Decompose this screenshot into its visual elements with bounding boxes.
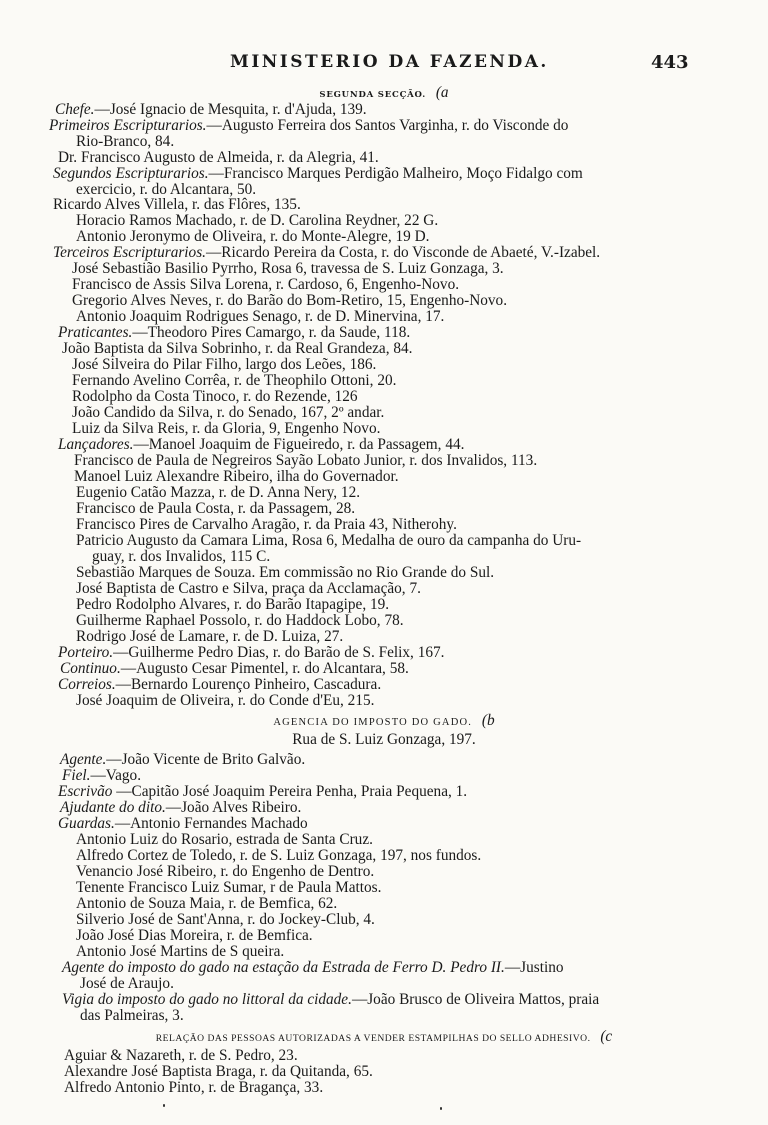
list-item: Guilherme Raphael Possolo, r. do Haddock Lobo, 78. xyxy=(76,612,404,629)
list-item: Rodrigo José de Lamare, r. de D. Luiza, 27. xyxy=(76,628,344,645)
list-item: Correios.—Bernardo Lourenço Pinheiro, Cascadura. xyxy=(58,676,382,693)
list-item: Aguiar & Nazareth, r. de S. Pedro, 23. xyxy=(64,1047,298,1064)
list-item: Vigia do imposto do gado no littoral da cidade.—João Brusco de Oliveira Mattos, praia xyxy=(62,991,600,1008)
footnote-mark-a: (a xyxy=(435,84,449,101)
list-item: Agente.—João Vicente de Brito Galvão. xyxy=(60,751,306,768)
list-item: José Baptista de Castro e Silva, praça da Acclamação, 7. xyxy=(76,580,421,597)
list-item: Guardas.—Antonio Fernandes Machado xyxy=(58,815,308,832)
list-item: Segundos Escripturarios.—Francisco Marques Perdigão Malheiro, Moço Fidalgo com xyxy=(53,165,583,182)
list-item: João Baptista da Silva Sobrinho, r. da Real Grandeza, 84. xyxy=(62,340,413,357)
list-item: Manoel Luiz Alexandre Ribeiro, ilha do Governador. xyxy=(74,468,399,485)
list-item: Praticantes.—Theodoro Pires Camargo, r. da Saude, 118. xyxy=(58,324,411,341)
list-item: José de Araujo. xyxy=(80,975,174,992)
list-item: João José Dias Moreira, r. de Bemfica. xyxy=(76,927,313,944)
section-heading-text: SEGUNDA SECÇÃO. xyxy=(319,90,426,100)
agency-address: Rua de S. Luiz Gonzaga, 197. xyxy=(292,731,476,748)
list-item: Escrivão —Capitão José Joaquim Pereira Penha, Praia Pequena, 1. xyxy=(58,783,468,800)
print-speck xyxy=(440,1107,442,1110)
agency-heading xyxy=(0,713,768,731)
list-item: Gregorio Alves Neves, r. do Barão do Bom-Retiro, 15, Engenho-Novo. xyxy=(72,292,508,309)
list-item: Pedro Rodolpho Alvares, r. do Barão Itapagipe, 19. xyxy=(76,596,390,613)
list-item: Continuo.—Augusto Cesar Pimentel, r. do Alcantara, 58. xyxy=(60,660,409,677)
list-item: José Joaquim de Oliveira, r. do Conde d'Eu, 215. xyxy=(76,692,375,709)
list-item: Antonio José Martins de S queira. xyxy=(76,943,285,960)
list-item: guay, r. dos Invalidos, 115 C. xyxy=(92,548,271,565)
list-item: Antonio Jeronymo de Oliveira, r. do Monte-Alegre, 19 D. xyxy=(76,228,430,245)
list-item: Eugenio Catão Mazza, r. de D. Anna Nery, 12. xyxy=(76,484,361,501)
list-item: Lançadores.—Manoel Joaquim de Figueiredo, r. da Passagem, 44. xyxy=(58,436,465,453)
footnote-mark-b: (b xyxy=(481,712,495,729)
list-item: Sebastião Marques de Souza. Em commissão no Rio Grande do Sul. xyxy=(76,564,495,581)
list-item: Ajudante do dito.—João Alves Ribeiro. xyxy=(60,799,302,816)
agency-heading-text: AGENCIA DO IMPOSTO DO GADO. xyxy=(273,717,473,728)
list-item: Silverio José de Sant'Anna, r. do Jockey-Club, 4. xyxy=(76,911,375,928)
list-item: Francisco de Paula Costa, r. da Passagem, 28. xyxy=(76,500,356,517)
list-item: Luiz da Silva Reis, r. da Gloria, 9, Engenho Novo. xyxy=(72,420,381,437)
list-item: Dr. Francisco Augusto de Almeida, r. da Alegria, 41. xyxy=(58,149,379,166)
footnote-mark-c: (c xyxy=(600,1028,613,1045)
list-item: Terceiros Escripturarios.—Ricardo Pereira da Costa, r. do Visconde de Abaeté, V.-Izabel. xyxy=(53,244,601,261)
list-item: Porteiro.—Guilherme Pedro Dias, r. do Barão de S. Felix, 167. xyxy=(58,644,445,661)
list-item: João Candido da Silva, r. do Senado, 167, 2º andar. xyxy=(72,404,385,421)
list-item: Alexandre José Baptista Braga, r. da Quitanda, 65. xyxy=(64,1063,373,1080)
list-item: José Sebastião Basilio Pyrrho, Rosa 6, travessa de S. Luiz Gonzaga, 3. xyxy=(72,260,504,277)
list-item: Antonio Luiz do Rosario, estrada de Santa Cruz. xyxy=(76,831,373,848)
list-item: das Palmeiras, 3. xyxy=(80,1007,184,1024)
running-title: MINISTERIO DA FAZENDA. xyxy=(230,52,549,72)
list-item: Ricardo Alves Villela, r. das Flôres, 135. xyxy=(53,196,301,213)
list-item: Agente do imposto do gado na estação da Estrada de Ferro D. Pedro II.—Justino xyxy=(62,959,564,976)
list-item: exercicio, r. do Alcantara, 50. xyxy=(76,181,257,198)
list-item: Alfredo Antonio Pinto, r. de Bragança, 33. xyxy=(64,1079,324,1096)
list-item: Francisco de Paula de Negreiros Sayão Lobato Junior, r. dos Invalidos, 113. xyxy=(74,452,538,469)
list-item: Tenente Francisco Luiz Sumar, r de Paula Mattos. xyxy=(76,879,382,896)
stamp-heading xyxy=(0,1029,768,1047)
list-item: Horacio Ramos Machado, r. de D. Carolina Reydner, 22 G. xyxy=(76,212,439,229)
list-item: Fiel.—Vago. xyxy=(62,767,142,784)
page-header xyxy=(0,52,768,78)
list-item: Venancio José Ribeiro, r. do Engenho de Dentro. xyxy=(76,863,375,880)
page-number: 443 xyxy=(651,52,689,73)
print-speck xyxy=(163,1104,165,1107)
list-item: Antonio de Souza Maia, r. de Bemfica, 62. xyxy=(76,895,338,912)
list-item: Francisco de Assis Silva Lorena, r. Cardoso, 6, Engenho-Novo. xyxy=(72,276,460,293)
list-item: Rio-Branco, 84. xyxy=(76,133,175,150)
list-item: Rodolpho da Costa Tinoco, r. do Rezende, 126 xyxy=(72,388,358,405)
list-item: Chefe.—José Ignacio de Mesquita, r. d'Ajuda, 139. xyxy=(55,101,367,118)
list-item: Fernando Avelino Corrêa, r. de Theophilo Ottoni, 20. xyxy=(72,372,397,389)
list-item: José Silveira do Pilar Filho, largo dos Leões, 186. xyxy=(72,356,377,373)
list-item: Alfredo Cortez de Toledo, r. de S. Luiz Gonzaga, 197, nos fundos. xyxy=(76,847,482,864)
stamp-heading-text: RELAÇÃO DAS PESSOAS AUTORIZADAS A VENDER ESTAMPILHAS DO SELLO ADHESIVO. xyxy=(155,1033,591,1044)
list-item: Primeiros Escripturarios.—Augusto Ferreira dos Santos Varginha, r. do Visconde do xyxy=(49,117,569,134)
list-item: Antonio Joaquim Rodrigues Senago, r. de D. Minervina, 17. xyxy=(76,308,445,325)
list-item: Francisco Pires de Carvalho Aragão, r. da Praia 43, Nitherohy. xyxy=(76,516,457,533)
list-item: Patricio Augusto da Camara Lima, Rosa 6, Medalha de ouro da campanha do Uru- xyxy=(76,532,582,549)
